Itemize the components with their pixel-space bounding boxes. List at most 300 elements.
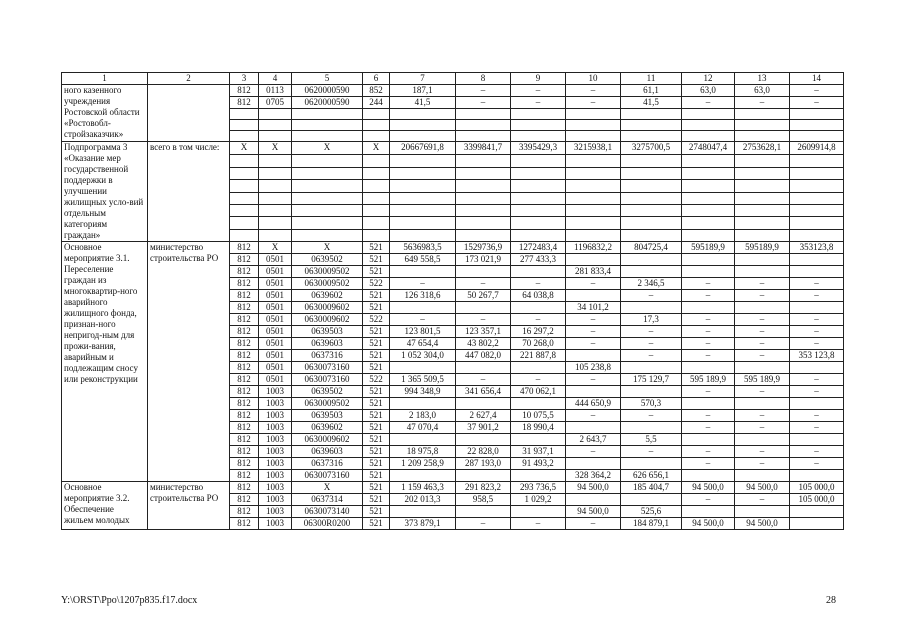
- amount-cell: –: [735, 494, 790, 506]
- column-number: 9: [511, 73, 566, 85]
- amount-cell: 595189,9: [682, 242, 735, 254]
- amount-cell: –: [735, 314, 790, 326]
- code-cell: 0630009602: [292, 434, 363, 446]
- amount-cell: –: [682, 386, 735, 398]
- table-row: [62, 142, 844, 155]
- amount-cell: [566, 494, 621, 506]
- amount-cell: [621, 254, 682, 266]
- empty-cell: [790, 131, 844, 142]
- code-cell: X: [230, 142, 259, 155]
- amount-cell: 277 433,3: [511, 254, 566, 266]
- amount-cell: 2 346,5: [621, 278, 682, 290]
- empty-cell: [456, 131, 511, 142]
- empty-cell: [390, 109, 456, 120]
- amount-cell: 41,5: [390, 97, 456, 109]
- column-number: 14: [790, 73, 844, 85]
- code-cell: 0637316: [292, 458, 363, 470]
- code-cell: 0501: [259, 362, 292, 374]
- amount-cell: [682, 266, 735, 278]
- code-cell: 0630009502: [292, 266, 363, 278]
- empty-cell: [566, 120, 621, 131]
- empty-cell: [735, 192, 790, 204]
- amount-cell: 293 736,5: [511, 482, 566, 494]
- code-cell: 1003: [259, 470, 292, 482]
- code-cell: 0639603: [292, 338, 363, 350]
- amount-cell: –: [735, 97, 790, 109]
- empty-cell: [363, 192, 390, 204]
- amount-cell: –: [456, 278, 511, 290]
- amount-cell: –: [511, 314, 566, 326]
- amount-cell: –: [682, 290, 735, 302]
- amount-cell: 570,3: [621, 398, 682, 410]
- amount-cell: –: [566, 278, 621, 290]
- amount-cell: 17,3: [621, 314, 682, 326]
- amount-cell: 41,5: [621, 97, 682, 109]
- file-path: Y:\ORST\Ppo\1207p835.f17.docx: [61, 595, 198, 606]
- amount-cell: [621, 362, 682, 374]
- amount-cell: [621, 302, 682, 314]
- amount-cell: –: [456, 97, 511, 109]
- empty-cell: [259, 229, 292, 241]
- amount-cell: 595189,9: [735, 242, 790, 254]
- empty-cell: [566, 155, 621, 167]
- amount-cell: 94 500,0: [566, 506, 621, 518]
- code-cell: 0501: [259, 326, 292, 338]
- amount-cell: 61,1: [621, 85, 682, 97]
- code-cell: 521: [363, 350, 390, 362]
- empty-cell: [735, 204, 790, 216]
- empty-cell: [456, 192, 511, 204]
- amount-cell: –: [621, 350, 682, 362]
- amount-cell: 1196832,2: [566, 242, 621, 254]
- amount-cell: 3395429,3: [511, 142, 566, 155]
- code-cell: 522: [363, 374, 390, 386]
- amount-cell: 1 159 463,3: [390, 482, 456, 494]
- amount-cell: [735, 398, 790, 410]
- empty-cell: [682, 155, 735, 167]
- amount-cell: 525,6: [621, 506, 682, 518]
- amount-cell: 175 129,7: [621, 374, 682, 386]
- empty-cell: [390, 180, 456, 192]
- amount-cell: 64 038,8: [511, 290, 566, 302]
- amount-cell: 184 879,1: [621, 518, 682, 530]
- code-cell: 812: [230, 518, 259, 530]
- amount-cell: –: [790, 338, 844, 350]
- empty-cell: [511, 217, 566, 229]
- amount-cell: –: [511, 518, 566, 530]
- amount-cell: –: [682, 350, 735, 362]
- amount-cell: –: [566, 446, 621, 458]
- amount-cell: 470 062,1: [511, 386, 566, 398]
- amount-cell: [456, 506, 511, 518]
- amount-cell: –: [790, 410, 844, 422]
- amount-cell: 958,5: [456, 494, 511, 506]
- code-cell: 0639602: [292, 422, 363, 434]
- empty-cell: [566, 131, 621, 142]
- empty-cell: [566, 217, 621, 229]
- empty-cell: [566, 192, 621, 204]
- empty-cell: [363, 204, 390, 216]
- column-number: 8: [456, 73, 511, 85]
- code-cell: 812: [230, 85, 259, 97]
- amount-cell: [621, 266, 682, 278]
- empty-cell: [566, 109, 621, 120]
- empty-cell: [790, 229, 844, 241]
- empty-cell: [230, 131, 259, 142]
- code-cell: 0501: [259, 254, 292, 266]
- amount-cell: –: [735, 410, 790, 422]
- code-cell: 244: [363, 97, 390, 109]
- amount-cell: –: [566, 518, 621, 530]
- empty-cell: [621, 155, 682, 167]
- amount-cell: 353 123,8: [790, 350, 844, 362]
- empty-cell: [390, 217, 456, 229]
- empty-cell: [390, 204, 456, 216]
- empty-cell: [292, 120, 363, 131]
- amount-cell: [790, 518, 844, 530]
- amount-cell: 105 238,8: [566, 362, 621, 374]
- code-cell: 1003: [259, 410, 292, 422]
- empty-cell: [621, 180, 682, 192]
- empty-cell: [456, 229, 511, 241]
- code-cell: 812: [230, 338, 259, 350]
- amount-cell: –: [790, 458, 844, 470]
- amount-cell: [566, 422, 621, 434]
- empty-cell: [790, 192, 844, 204]
- code-cell: 812: [230, 470, 259, 482]
- code-cell: 521: [363, 254, 390, 266]
- code-cell: 0620000590: [292, 97, 363, 109]
- amount-cell: [621, 422, 682, 434]
- amount-cell: –: [456, 518, 511, 530]
- code-cell: 812: [230, 374, 259, 386]
- amount-cell: [682, 398, 735, 410]
- amount-cell: [790, 254, 844, 266]
- amount-cell: –: [735, 278, 790, 290]
- code-cell: 1003: [259, 482, 292, 494]
- code-cell: 812: [230, 446, 259, 458]
- page-number: 28: [826, 595, 836, 606]
- responsible-cell: министерство строительства РО: [148, 242, 230, 482]
- code-cell: 0501: [259, 302, 292, 314]
- empty-cell: [259, 217, 292, 229]
- code-cell: 812: [230, 482, 259, 494]
- amount-cell: 291 823,2: [456, 482, 511, 494]
- amount-cell: [390, 470, 456, 482]
- amount-cell: [790, 506, 844, 518]
- code-cell: 812: [230, 278, 259, 290]
- code-cell: 812: [230, 242, 259, 254]
- empty-cell: [363, 229, 390, 241]
- amount-cell: [790, 434, 844, 446]
- empty-cell: [363, 155, 390, 167]
- code-cell: 521: [363, 470, 390, 482]
- amount-cell: –: [735, 290, 790, 302]
- code-cell: 521: [363, 362, 390, 374]
- amount-cell: [390, 434, 456, 446]
- amount-cell: 91 493,2: [511, 458, 566, 470]
- amount-cell: 2 643,7: [566, 434, 621, 446]
- amount-cell: [390, 266, 456, 278]
- empty-cell: [456, 109, 511, 120]
- empty-cell: [259, 167, 292, 179]
- column-number: 10: [566, 73, 621, 85]
- amount-cell: 341 656,4: [456, 386, 511, 398]
- amount-cell: 63,0: [735, 85, 790, 97]
- amount-cell: –: [790, 97, 844, 109]
- code-cell: X: [363, 142, 390, 155]
- empty-cell: [511, 109, 566, 120]
- amount-cell: –: [790, 446, 844, 458]
- empty-cell: [682, 192, 735, 204]
- code-cell: 521: [363, 482, 390, 494]
- amount-cell: –: [790, 422, 844, 434]
- amount-cell: [456, 362, 511, 374]
- empty-cell: [292, 109, 363, 120]
- empty-cell: [456, 155, 511, 167]
- empty-cell: [790, 167, 844, 179]
- amount-cell: –: [790, 374, 844, 386]
- empty-cell: [566, 167, 621, 179]
- code-cell: 521: [363, 446, 390, 458]
- empty-cell: [790, 120, 844, 131]
- amount-cell: 1 029,2: [511, 494, 566, 506]
- amount-cell: –: [621, 290, 682, 302]
- empty-cell: [363, 217, 390, 229]
- amount-cell: [566, 254, 621, 266]
- empty-cell: [390, 192, 456, 204]
- empty-cell: [511, 131, 566, 142]
- amount-cell: [621, 386, 682, 398]
- empty-cell: [682, 204, 735, 216]
- empty-cell: [259, 109, 292, 120]
- code-cell: 521: [363, 422, 390, 434]
- empty-cell: [230, 217, 259, 229]
- empty-cell: [259, 204, 292, 216]
- empty-cell: [230, 155, 259, 167]
- amount-cell: 3275700,5: [621, 142, 682, 155]
- empty-cell: [566, 204, 621, 216]
- amount-cell: –: [735, 338, 790, 350]
- empty-cell: [790, 204, 844, 216]
- code-cell: 521: [363, 326, 390, 338]
- code-cell: 0630009602: [292, 314, 363, 326]
- empty-cell: [511, 192, 566, 204]
- amount-cell: [511, 398, 566, 410]
- code-cell: 0637316: [292, 350, 363, 362]
- code-cell: 521: [363, 338, 390, 350]
- amount-cell: [390, 362, 456, 374]
- code-cell: 0630073160: [292, 374, 363, 386]
- code-cell: 812: [230, 422, 259, 434]
- code-cell: 812: [230, 494, 259, 506]
- column-number: 13: [735, 73, 790, 85]
- empty-cell: [682, 131, 735, 142]
- code-cell: 812: [230, 290, 259, 302]
- empty-cell: [230, 109, 259, 120]
- amount-cell: –: [511, 278, 566, 290]
- empty-cell: [682, 229, 735, 241]
- empty-cell: [735, 167, 790, 179]
- amount-cell: [682, 362, 735, 374]
- column-number: 12: [682, 73, 735, 85]
- amount-cell: 2 627,4: [456, 410, 511, 422]
- code-cell: 521: [363, 302, 390, 314]
- code-cell: 521: [363, 290, 390, 302]
- amount-cell: [621, 494, 682, 506]
- code-cell: 812: [230, 254, 259, 266]
- amount-cell: –: [790, 85, 844, 97]
- amount-cell: [390, 302, 456, 314]
- amount-cell: –: [790, 326, 844, 338]
- empty-cell: [621, 192, 682, 204]
- amount-cell: –: [456, 85, 511, 97]
- empty-cell: [682, 109, 735, 120]
- amount-cell: –: [682, 278, 735, 290]
- amount-cell: –: [566, 326, 621, 338]
- code-cell: 521: [363, 386, 390, 398]
- empty-cell: [259, 155, 292, 167]
- code-cell: 0630009502: [292, 398, 363, 410]
- amount-cell: 1 365 509,5: [390, 374, 456, 386]
- amount-cell: –: [566, 374, 621, 386]
- amount-cell: –: [566, 410, 621, 422]
- code-cell: 812: [230, 458, 259, 470]
- code-cell: 522: [363, 314, 390, 326]
- amount-cell: 1 052 304,0: [390, 350, 456, 362]
- amount-cell: 105 000,0: [790, 494, 844, 506]
- empty-cell: [230, 180, 259, 192]
- amount-cell: –: [566, 85, 621, 97]
- amount-cell: 94 500,0: [682, 482, 735, 494]
- empty-cell: [511, 180, 566, 192]
- amount-cell: –: [566, 338, 621, 350]
- amount-cell: 18 975,8: [390, 446, 456, 458]
- amount-cell: [456, 434, 511, 446]
- amount-cell: 31 937,1: [511, 446, 566, 458]
- code-cell: 852: [363, 85, 390, 97]
- code-cell: 521: [363, 242, 390, 254]
- amount-cell: –: [790, 386, 844, 398]
- empty-cell: [259, 180, 292, 192]
- amount-cell: [566, 458, 621, 470]
- amount-cell: [735, 434, 790, 446]
- empty-cell: [390, 131, 456, 142]
- column-number-row: [62, 73, 844, 85]
- program-name-cell: Основное мероприятие 3.1. Переселение граждан из многоквартир-ного аварийного жилищного фонда, признан-ного непригод-ным для прожи-вания, аварийным и подлежащим сносу или реконструкции: [62, 242, 148, 482]
- empty-cell: [292, 217, 363, 229]
- empty-cell: [230, 167, 259, 179]
- amount-cell: 353123,8: [790, 242, 844, 254]
- program-name-cell: ного казенного учреждения Ростовской области «Ростовобл-стройзаказчик»: [62, 85, 148, 142]
- amount-cell: –: [790, 314, 844, 326]
- amount-cell: [682, 506, 735, 518]
- empty-cell: [735, 131, 790, 142]
- empty-cell: [456, 180, 511, 192]
- empty-cell: [511, 120, 566, 131]
- empty-cell: [292, 229, 363, 241]
- amount-cell: –: [682, 494, 735, 506]
- amount-cell: [790, 398, 844, 410]
- amount-cell: [735, 254, 790, 266]
- empty-cell: [230, 204, 259, 216]
- code-cell: 812: [230, 314, 259, 326]
- amount-cell: –: [621, 338, 682, 350]
- amount-cell: 10 075,5: [511, 410, 566, 422]
- code-cell: 812: [230, 97, 259, 109]
- amount-cell: 94 500,0: [682, 518, 735, 530]
- amount-cell: –: [735, 422, 790, 434]
- amount-cell: 63,0: [682, 85, 735, 97]
- code-cell: X: [259, 242, 292, 254]
- amount-cell: [566, 350, 621, 362]
- table-body: [62, 73, 844, 530]
- amount-cell: [511, 302, 566, 314]
- amount-cell: 281 833,4: [566, 266, 621, 278]
- amount-cell: –: [511, 374, 566, 386]
- empty-cell: [621, 217, 682, 229]
- budget-table: [61, 72, 844, 530]
- amount-cell: 1 209 258,9: [390, 458, 456, 470]
- amount-cell: 50 267,7: [456, 290, 511, 302]
- amount-cell: 3399841,7: [456, 142, 511, 155]
- code-cell: 1003: [259, 434, 292, 446]
- empty-cell: [456, 204, 511, 216]
- amount-cell: [511, 434, 566, 446]
- amount-cell: 47 070,4: [390, 422, 456, 434]
- amount-cell: 444 650,9: [566, 398, 621, 410]
- code-cell: 0630073160: [292, 362, 363, 374]
- amount-cell: 328 364,2: [566, 470, 621, 482]
- amount-cell: [511, 506, 566, 518]
- amount-cell: 595 189,9: [735, 374, 790, 386]
- empty-cell: [682, 120, 735, 131]
- amount-cell: [390, 506, 456, 518]
- empty-cell: [735, 217, 790, 229]
- column-number: 11: [621, 73, 682, 85]
- code-cell: 0630009502: [292, 278, 363, 290]
- code-cell: 0501: [259, 278, 292, 290]
- amount-cell: –: [682, 314, 735, 326]
- code-cell: 1003: [259, 506, 292, 518]
- amount-cell: 1529736,9: [456, 242, 511, 254]
- empty-cell: [621, 131, 682, 142]
- column-number: 3: [230, 73, 259, 85]
- amount-cell: –: [790, 290, 844, 302]
- code-cell: 812: [230, 398, 259, 410]
- amount-cell: –: [735, 386, 790, 398]
- program-name-cell: Основное мероприятие 3.2. Обеспечение жильем молодых: [62, 482, 148, 530]
- amount-cell: 287 193,0: [456, 458, 511, 470]
- responsible-cell: всего в том числе:: [148, 142, 230, 242]
- empty-cell: [292, 131, 363, 142]
- table-row: [62, 85, 844, 97]
- code-cell: 812: [230, 362, 259, 374]
- empty-cell: [230, 192, 259, 204]
- amount-cell: –: [621, 326, 682, 338]
- amount-cell: [456, 470, 511, 482]
- code-cell: 0501: [259, 314, 292, 326]
- amount-cell: 94 500,0: [566, 482, 621, 494]
- empty-cell: [292, 204, 363, 216]
- empty-cell: [566, 180, 621, 192]
- empty-cell: [621, 109, 682, 120]
- amount-cell: [390, 398, 456, 410]
- empty-cell: [456, 167, 511, 179]
- empty-cell: [511, 155, 566, 167]
- amount-cell: 34 101,2: [566, 302, 621, 314]
- code-cell: X: [292, 142, 363, 155]
